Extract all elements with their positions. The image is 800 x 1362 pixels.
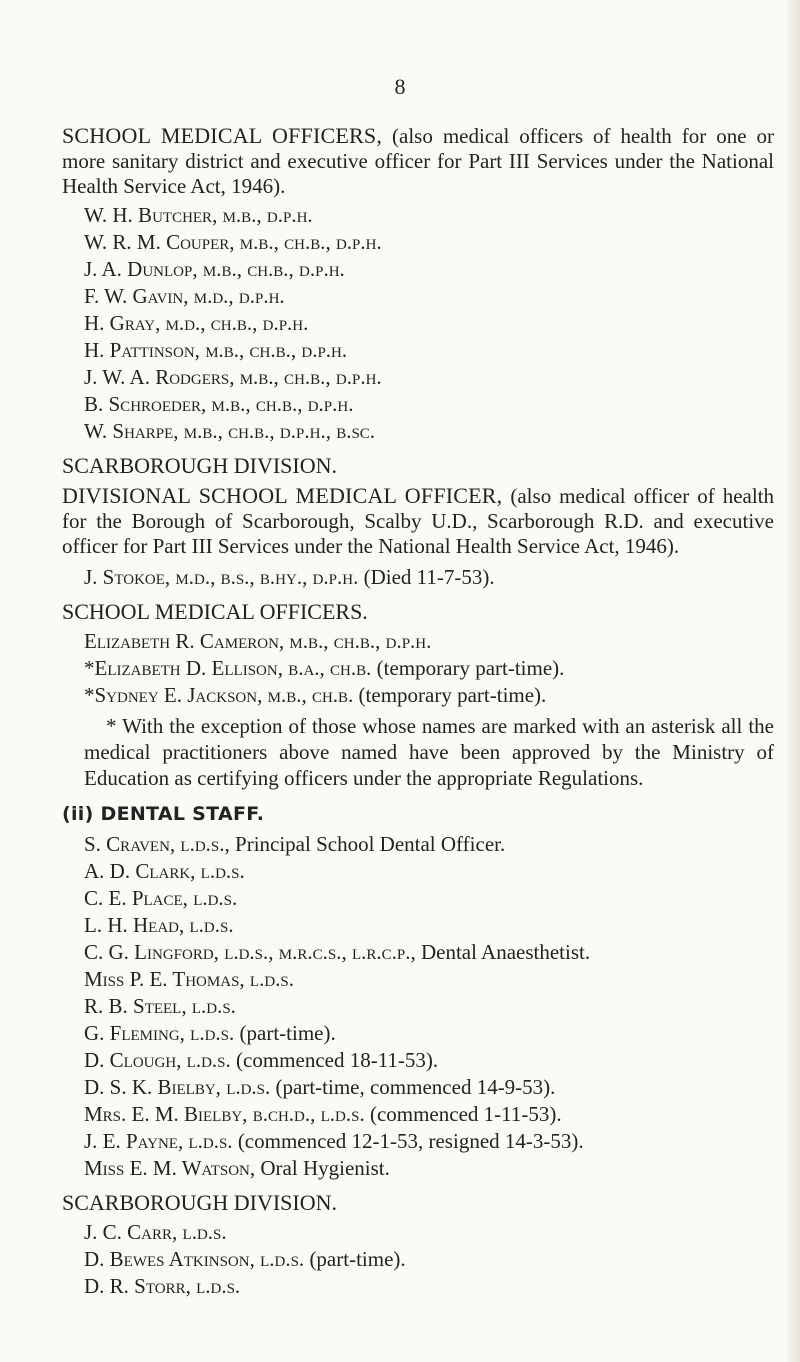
list-item: G. Fleming, l.d.s. (part-time). (84, 1021, 336, 1045)
scarborough-dental-list (62, 1219, 774, 1300)
footnote: * With the exception of those whose names are marked with an asterisk all the medical practitioners above named have been approved by the Ministry of Education as certifying officers under the appropriate Regulations. (84, 714, 774, 790)
list-item: J. C. Carr, l.d.s. (84, 1220, 227, 1244)
list-item: R. B. Steel, l.d.s. (84, 994, 236, 1018)
intro-text: (also medical officers of health for one or more sanitary district and executive officer for Part III Services under the National Health Service Act, 1946). (62, 124, 775, 198)
list-item: J. E. Payne, l.d.s. (commenced 12-1-53, resigned 14-3-53). (84, 1129, 584, 1153)
list-item: J. W. A. Rodgers, m.b., ch.b., d.p.h. (84, 365, 382, 389)
list-item: Elizabeth R. Cameron, m.b., ch.b., d.p.h. (84, 629, 432, 653)
list-item: Miss E. M. Watson, Oral Hygienist. (84, 1156, 390, 1180)
list-item: D. Clough, l.d.s. (commenced 18-11-53). (84, 1048, 439, 1072)
list-item: H. Pattinson, m.b., ch.b., d.p.h. (84, 338, 348, 362)
page-edge-shadow (786, 0, 800, 1362)
list-item: C. E. Place, l.d.s. (84, 886, 238, 910)
dental-staff-list (62, 831, 774, 1182)
division-officers-list (62, 628, 774, 709)
list-item: D. R. Storr, l.d.s. (84, 1274, 241, 1298)
list-item: F. W. Gavin, m.d., d.p.h. (84, 284, 285, 308)
school-medical-officers-list (62, 202, 774, 445)
divisional-text: (also medical officer of health for the Borough of Scarborough, Scalby U.D., Scarborough R.D. and executive officer for Part III Services under the National Health Service Act, 1946). (62, 484, 775, 558)
list-item: D. Bewes Atkinson, l.d.s. (part-time). (84, 1247, 406, 1271)
list-item: H. Gray, m.d., ch.b., d.p.h. (84, 311, 309, 335)
list-item: J. Stokoe, m.d., b.s., b.hy., d.p.h. (Died 11-7-53). (84, 565, 495, 589)
list-item: A. D. Clark, l.d.s. (84, 859, 245, 883)
list-item: C. G. Lingford, l.d.s., m.r.c.s., l.r.c.p., Dental Anaesthetist. (84, 940, 591, 964)
list-item: W. H. Butcher, m.b., d.p.h. (84, 203, 313, 227)
list-item: Miss P. E. Thomas, l.d.s. (84, 967, 295, 991)
list-item: Mrs. E. M. Bielby, b.ch.d., l.d.s. (commenced 1-11-53). (84, 1102, 562, 1126)
list-item: L. H. Head, l.d.s. (84, 913, 234, 937)
list-item: J. A. Dunlop, m.b., ch.b., d.p.h. (84, 257, 345, 281)
section-heading-school-medical-officers: SCHOOL MEDICAL OFFICERS. (62, 599, 368, 624)
list-item: B. Schroeder, m.b., ch.b., d.p.h. (84, 392, 354, 416)
list-item: W. R. M. Couper, m.b., ch.b., d.p.h. (84, 230, 382, 254)
section-heading-dental-staff: (ii) DENTAL STAFF. (62, 803, 265, 825)
section-heading-scarborough-division: SCARBOROUGH DIVISION. (62, 453, 338, 478)
intro-paragraph (62, 123, 774, 199)
list-item: W. Sharpe, m.b., ch.b., d.p.h., b.sc. (84, 419, 376, 443)
document-body (62, 123, 774, 1300)
divisional-paragraph (62, 483, 774, 559)
list-item: *Sydney E. Jackson, m.b., ch.b. (temporary part-time). (84, 683, 547, 707)
divisional-title: DIVISIONAL SCHOOL MEDICAL OFFICER, (62, 483, 503, 508)
page-number: 8 (394, 74, 406, 99)
section-heading-scarborough-division-dental: SCARBOROUGH DIVISION. (62, 1190, 338, 1215)
list-item: S. Craven, l.d.s., Principal School Dental Officer. (84, 832, 506, 856)
list-item: D. S. K. Bielby, l.d.s. (part-time, commenced 14-9-53). (84, 1075, 556, 1099)
intro-title: SCHOOL MEDICAL OFFICERS, (62, 123, 383, 148)
divisional-officer-list (62, 564, 774, 591)
list-item: *Elizabeth D. Ellison, b.a., ch.b. (temporary part-time). (84, 656, 565, 680)
